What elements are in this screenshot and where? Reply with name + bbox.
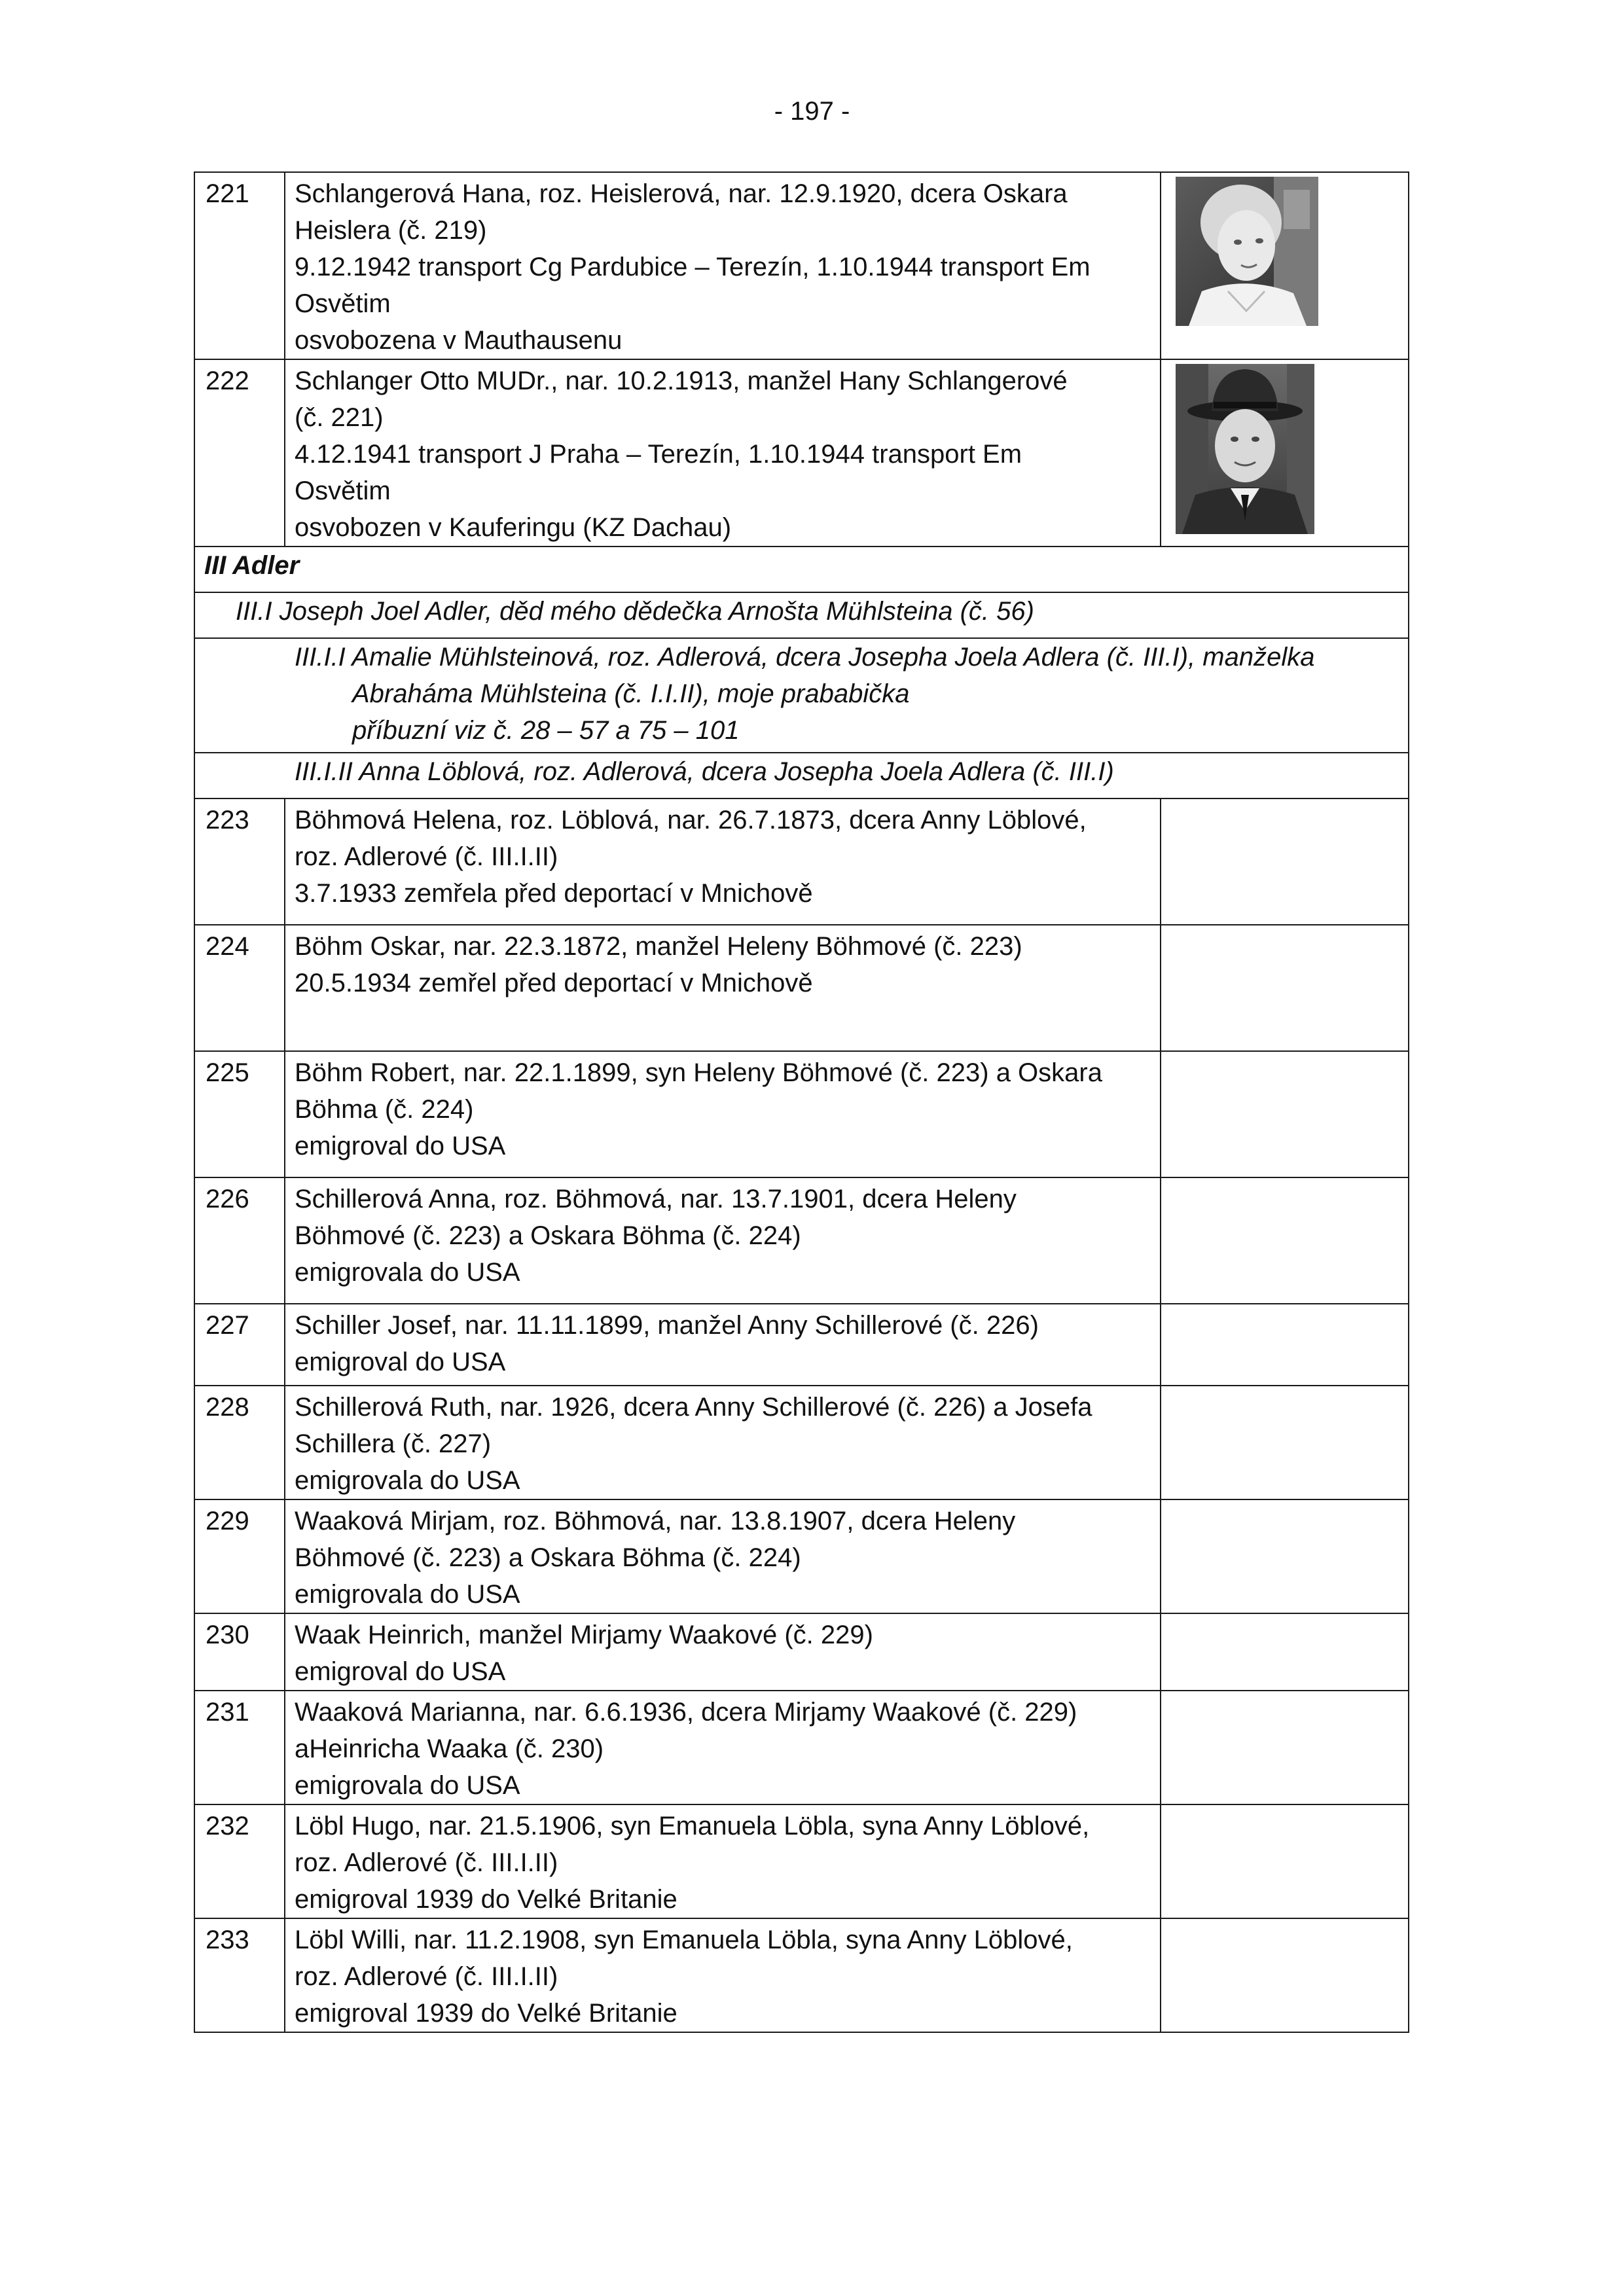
entry-text <box>285 925 1161 1051</box>
entry-line: Böhmové (č. 223) a Oskara Böhma (č. 224) <box>295 1221 801 1250</box>
entry-line: osvobozena v Mauthausenu <box>295 326 623 355</box>
entry-line: 9.12.1942 transport Cg Pardubice – Terezín, 1.10.1944 transport Em <box>295 253 1091 281</box>
table-row <box>194 1304 1409 1386</box>
entry-text <box>285 1386 1161 1499</box>
entry-number: 233 <box>194 1918 285 2032</box>
entry-text <box>285 1691 1161 1804</box>
entry-line: Waak Heinrich, manžel Mirjamy Waakové (č. 229) <box>295 1621 873 1649</box>
photo-cell <box>1161 1691 1409 1804</box>
genealogy-table-frame <box>194 171 1408 2028</box>
photo-cell <box>1161 1499 1409 1613</box>
entry-number: 231 <box>194 1691 285 1804</box>
entry-number: 222 <box>194 359 285 547</box>
entry-line: emigroval 1939 do Velké Britanie <box>295 1885 677 1914</box>
entry-line: emigroval do USA <box>295 1348 506 1376</box>
subsection-heading: III.I.II Anna Löblová, roz. Adlerová, dcera Josepha Joela Adlera (č. III.I) <box>194 753 1409 798</box>
subsection-heading: III.I Joseph Joel Adler, děd mého dědečka Arnošta Mühlsteina (č. 56) <box>194 592 1409 638</box>
entry-line: roz. Adlerové (č. III.I.II) <box>295 1848 558 1877</box>
entry-line: roz. Adlerové (č. III.I.II) <box>295 842 558 871</box>
entry-line: aHeinricha Waaka (č. 230) <box>295 1734 604 1763</box>
entry-line: Heislera (č. 219) <box>295 216 487 245</box>
entry-text <box>285 1613 1161 1691</box>
entry-line: emigroval do USA <box>295 1132 506 1160</box>
entry-number: 224 <box>194 925 285 1051</box>
photo-cell <box>1161 1177 1409 1304</box>
table-row <box>194 1177 1409 1304</box>
table-row <box>194 638 1409 753</box>
entry-number: 232 <box>194 1804 285 1918</box>
table-row <box>194 1499 1409 1613</box>
entry-text <box>285 1051 1161 1177</box>
entry-number: 225 <box>194 1051 285 1177</box>
entry-line: emigroval 1939 do Velké Britanie <box>295 1999 677 2028</box>
genealogy-table <box>194 171 1409 2033</box>
entry-line: Osvětim <box>295 476 391 505</box>
entry-number: 227 <box>194 1304 285 1386</box>
woman-portrait-photo <box>1176 177 1318 326</box>
table-row <box>194 753 1409 798</box>
entry-line: Osvětim <box>295 289 391 318</box>
entry-number: 230 <box>194 1613 285 1691</box>
photo-cell <box>1161 798 1409 925</box>
table-row <box>194 172 1409 359</box>
entry-line: 4.12.1941 transport J Praha – Terezín, 1.10.1944 transport Em <box>295 440 1022 469</box>
entry-line: Schiller Josef, nar. 11.11.1899, manžel Anny Schillerové (č. 226) <box>295 1311 1039 1340</box>
entry-number: 226 <box>194 1177 285 1304</box>
photo-cell <box>1161 1804 1409 1918</box>
entry-line: Böhm Oskar, nar. 22.3.1872, manžel Heleny Böhmové (č. 223) <box>295 932 1022 961</box>
table-row <box>194 359 1409 547</box>
entry-line: Löbl Hugo, nar. 21.5.1906, syn Emanuela Löbla, syna Anny Löblové, <box>295 1812 1090 1840</box>
entry-line: Löbl Willi, nar. 11.2.1908, syn Emanuela Löbla, syna Anny Löblové, <box>295 1926 1073 1954</box>
entry-number: 229 <box>194 1499 285 1613</box>
photo-cell <box>1161 359 1409 547</box>
man-with-hat-portrait-photo <box>1176 364 1314 534</box>
entry-text <box>285 1304 1161 1386</box>
section-heading: III Adler <box>194 547 1409 592</box>
entry-text <box>285 1177 1161 1304</box>
entry-line: emigroval do USA <box>295 1657 506 1686</box>
entry-line: Waaková Marianna, nar. 6.6.1936, dcera Mirjamy Waakové (č. 229) <box>295 1698 1077 1727</box>
entry-text <box>285 1804 1161 1918</box>
table-row <box>194 925 1409 1051</box>
entry-text <box>285 359 1161 547</box>
entry-line: Schillerová Ruth, nar. 1926, dcera Anny Schillerové (č. 226) a Josefa <box>295 1393 1092 1422</box>
page-number: - 197 - <box>774 97 850 126</box>
entry-line: 3.7.1933 zemřela před deportací v Mnichově <box>295 879 813 908</box>
entry-line: roz. Adlerové (č. III.I.II) <box>295 1962 558 1991</box>
entry-line: Schillerová Anna, roz. Böhmová, nar. 13.7.1901, dcera Heleny <box>295 1185 1017 1213</box>
entry-number: 223 <box>194 798 285 925</box>
table-row <box>194 1804 1409 1918</box>
entry-text <box>285 1499 1161 1613</box>
entry-line: emigrovala do USA <box>295 1258 520 1287</box>
entry-number: 228 <box>194 1386 285 1499</box>
entry-text <box>285 172 1161 359</box>
table-row <box>194 547 1409 592</box>
table-row <box>194 1051 1409 1177</box>
entry-line: osvobozen v Kauferingu (KZ Dachau) <box>295 513 732 542</box>
table-row <box>194 1691 1409 1804</box>
photo-cell <box>1161 925 1409 1051</box>
subsection-line: Abraháma Mühlsteina (č. I.I.II), moje prababička <box>352 679 910 708</box>
entry-line: Böhma (č. 224) <box>295 1095 474 1124</box>
table-row <box>194 1918 1409 2032</box>
table-row <box>194 592 1409 638</box>
photo-cell <box>1161 1386 1409 1499</box>
entry-line: Böhmová Helena, roz. Löblová, nar. 26.7.1873, dcera Anny Löblové, <box>295 806 1087 834</box>
entry-line: Böhm Robert, nar. 22.1.1899, syn Heleny Böhmové (č. 223) a Oskara <box>295 1058 1102 1087</box>
entry-line: emigrovala do USA <box>295 1466 520 1495</box>
subsection-line: III.I.I Amalie Mühlsteinová, roz. Adlerová, dcera Josepha Joela Adlera (č. III.I), manželka <box>295 643 1315 672</box>
entry-number: 221 <box>194 172 285 359</box>
entry-line: Waaková Mirjam, roz. Böhmová, nar. 13.8.1907, dcera Heleny <box>295 1507 1016 1535</box>
entry-line: Böhmové (č. 223) a Oskara Böhma (č. 224) <box>295 1543 801 1572</box>
entry-line: 20.5.1934 zemřel před deportací v Mnichově <box>295 969 813 997</box>
photo-cell <box>1161 1613 1409 1691</box>
entry-line: Schillera (č. 227) <box>295 1429 492 1458</box>
entry-line: emigrovala do USA <box>295 1580 520 1609</box>
entry-line: emigrovala do USA <box>295 1771 520 1800</box>
entry-line: (č. 221) <box>295 403 384 432</box>
table-row <box>194 798 1409 925</box>
entry-text <box>285 798 1161 925</box>
photo-cell <box>1161 1051 1409 1177</box>
subsection-heading <box>194 638 1409 753</box>
photo-cell <box>1161 172 1409 359</box>
table-row <box>194 1386 1409 1499</box>
photo-cell <box>1161 1304 1409 1386</box>
photo-cell <box>1161 1918 1409 2032</box>
subsection-line: příbuzní viz č. 28 – 57 a 75 – 101 <box>352 716 740 745</box>
entry-line: Schlanger Otto MUDr., nar. 10.2.1913, manžel Hany Schlangerové <box>295 367 1068 395</box>
table-row <box>194 1613 1409 1691</box>
entry-line: Schlangerová Hana, roz. Heislerová, nar. 12.9.1920, dcera Oskara <box>295 179 1068 208</box>
entry-text <box>285 1918 1161 2032</box>
